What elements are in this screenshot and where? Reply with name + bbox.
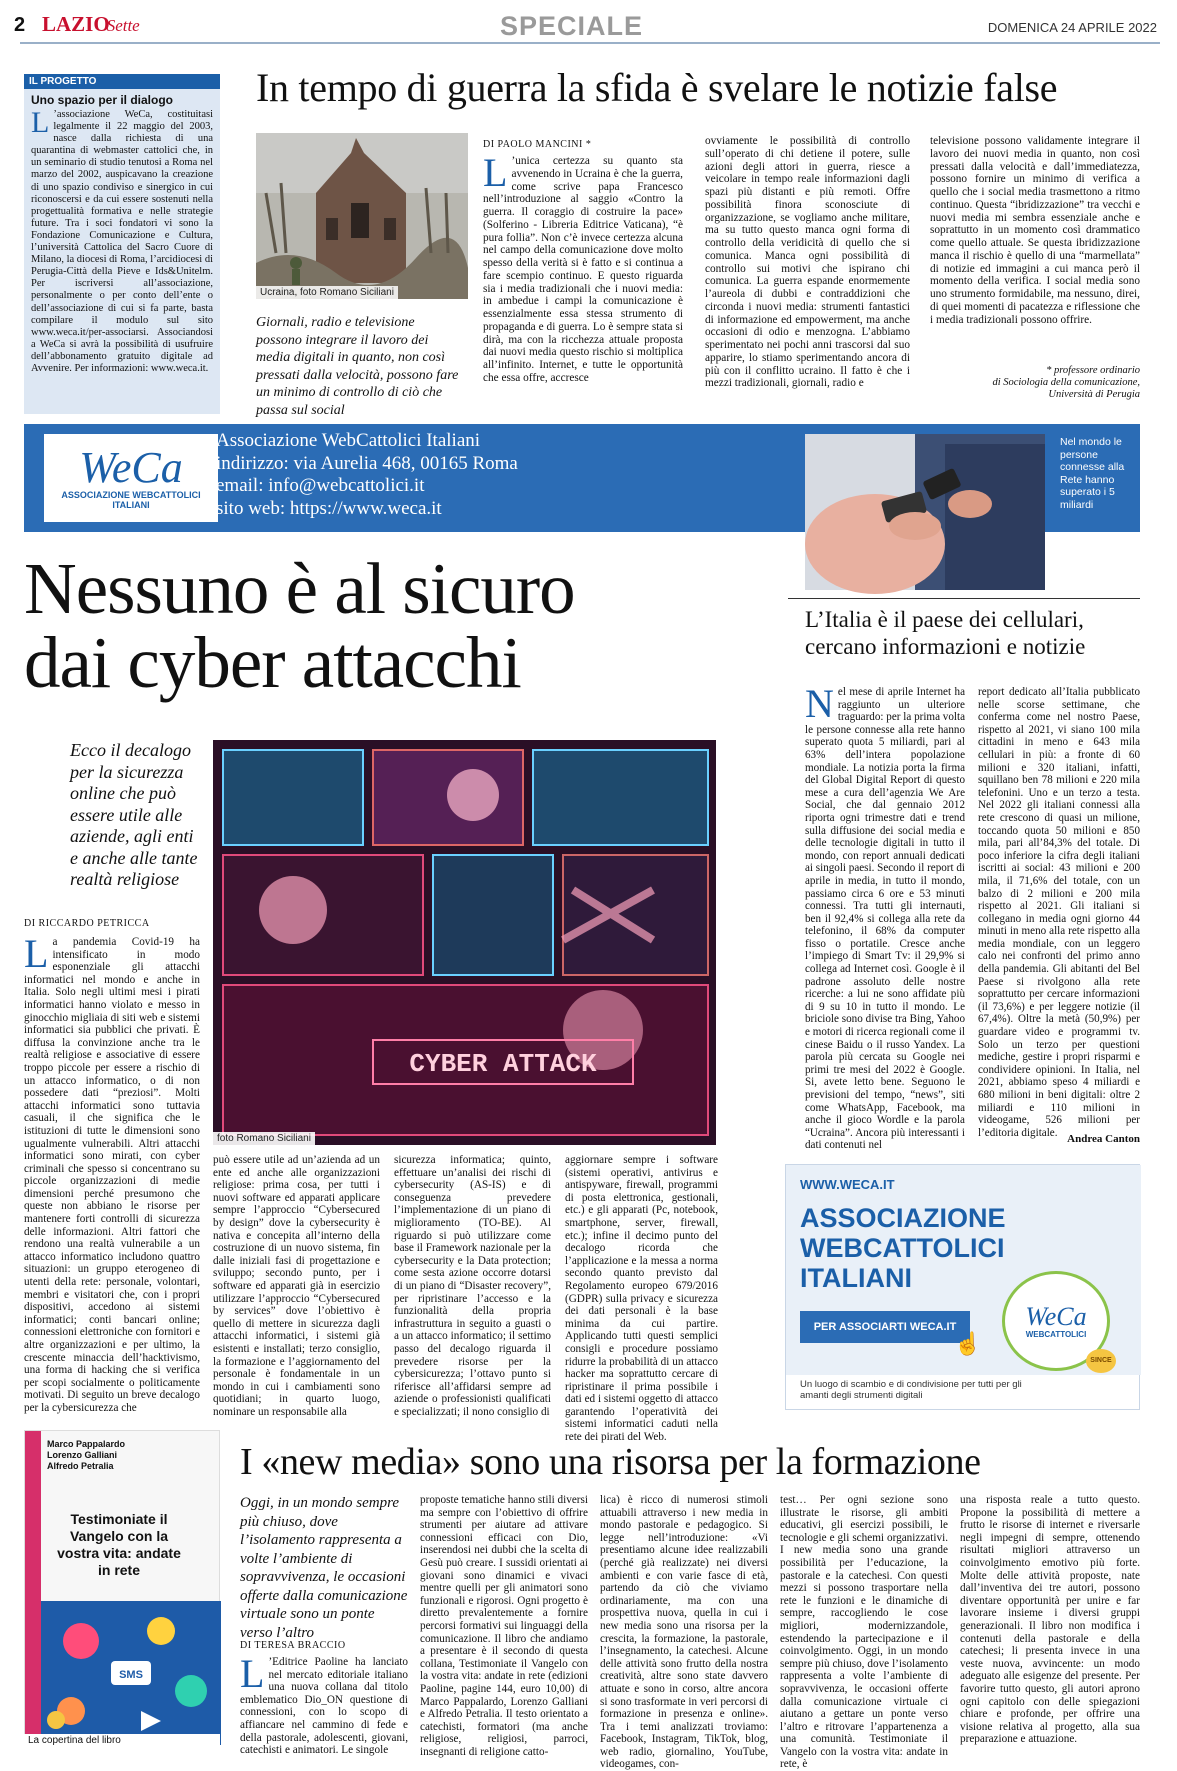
weca-ad-title xyxy=(800,1203,1006,1293)
masthead-logo xyxy=(42,12,140,38)
weca-banner-info xyxy=(216,430,518,520)
smartphone-photo-caption: Nel mondo le persone connesse alla Rete hanno superato i 5 miliardi xyxy=(1060,436,1125,511)
logo-main: LAZIO xyxy=(42,12,110,36)
cyber-col-4: aggiornare sempre i software (sistemi operativi, antivirus e antispyware, firewall, programmi di posta elettronica, gestionali, etc.) e gli apparati (Pc, notebook, smartphone, server, firewall, etc.); infine il decimo punto del decalogo ricorda che l’applicazione e la messa a norma secondo quanto previsto dal Regolamento europeo 679/2016 (GDPR) sulla privacy e sicurezza dei dati personali è la base minima da cui partire. Applicando tutti questi semplici consigli e procedure possiamo ridurre la probabilità di un attacco hacker ma soprattutto cercare di ripristinare il prima possibile i dati ed i sistemi oggetto di attacco garantendo l’operatività dei sistemi informatici caduti nella rete dei pirati del Web. xyxy=(565,1154,718,1444)
sidebar-title: Uno spazio per il dialogo xyxy=(31,93,174,107)
weca-ad-title-3: ITALIANI xyxy=(800,1263,912,1293)
section-title: SPECIALE xyxy=(500,11,644,41)
cyber-attack-text: CYBER ATTACK xyxy=(409,1049,597,1079)
war-summary: Giornali, radio e televisione possono integrare il lavoro dei media digitali in quanto, non così pressati dalla velocità, possono fare un minimo di controllo di ciò che passa sul social xyxy=(256,315,459,418)
weca-ad xyxy=(785,1164,1140,1410)
weca-ad-tagline: Un luogo di scambio e di condivisione per tutti per gli amanti degli strumenti digitali xyxy=(800,1379,1022,1401)
cyber-summary: Ecco il decalogo per la sicurezza online che può essere utile alle aziende, agli enti e anche alle tante realtà religiose xyxy=(70,740,198,889)
newmedia-byline: DI TERESA BRACCIO xyxy=(240,1640,346,1651)
newmedia-col-4: test… Per ogni sezione sono illustrate le risorse, gli ambiti educativi, gli esercizi possibili, le tecnologie e gli schemi organizzativi. I new media sono una grande possibilità per l’educazione, la pastorale e la catechesi. Con questi mezzi si possono trasportare nella rete le funzioni e le dinamiche di sempre, raccogliendo le cose migliori, modernizzandole, estendendo la partecipazione e il coinvolgimento. Oggi, in un mondo sempre più chiuso, dove l’isolamento rappresenta a volte l’ambiente di sopravvivenza, le occasioni offerte dalla comunicazione virtuale ci aiutano a gettare un ponte verso l’altro e ritrovare l’appartenenza a una comunità. Testimoniate il Vangelo con la vostra vita: andate in rete, è xyxy=(780,1494,948,1771)
cyber-col-1 xyxy=(24,931,200,1416)
cyber-attack-photo xyxy=(213,740,716,1145)
weca-logo-text: WeCa xyxy=(79,443,183,492)
weca-logo-sub: ASSOCIAZIONE WEBCATTOLICI ITALIANI xyxy=(61,490,201,510)
logo-sub: Sette xyxy=(106,16,140,35)
newmedia-col-3: lica) è ricco di numerosi stimoli attuabili attraverso i new media in mondo pastorale e pedagogico. Si legge nell’introduzione: «Vi presentiamo alcune idee realizzabili (perché già realizzate) nei diversi ambienti e con varie fasce di età, partendo da ciò che viviamo ordinariamente, ma con una prospettiva nuova, quella in cui i new media sono una risorsa per la crescita, la formazione, la pastorale, l’insegnamento, la catechesi. Alcune delle attività sono frutto della nostra creatività, altre sono state davvero attuate e sono in corso, altre ancora si sono trasformate in veri percorsi di formazione in presenza e online». Tra i temi analizzati troviamo: Facebook, Instagram, TikTok, blog, web radio, giornalino, YouTube, videogames, con- xyxy=(600,1494,768,1771)
cyber-headline xyxy=(24,548,575,703)
war-footnote-2: di Sociologia della comunicazione, xyxy=(992,377,1140,389)
ruined-church-illustration xyxy=(256,133,468,299)
sidebar-dropcap: L xyxy=(31,106,50,139)
issue-date: DOMENICA 24 APRILE 2022 xyxy=(987,20,1157,35)
phones-author: Andrea Canton xyxy=(1067,1133,1140,1145)
cyber-attack-illustration xyxy=(213,740,716,1145)
book-author-2: Lorenzo Galliani xyxy=(47,1450,118,1460)
phones-col-1-text: el mese di aprile Internet ha raggiunto un ulteriore traguardo: per la prima volta le persone connesse alla rete hanno superato quota 5 miliardi, pari al 63% dell’intera popolazione mondiale. La notizia porta la firma del Global Digital Report di questo mese a cura dell’agenzia We Are Social, che dal gennaio 2012 riporta ogni trimestre dati e trend sulla diffusione dei social media e delle tecnologie digitali in tutto il mondo, con report annuali dedicati ai singoli paesi. Secondo il report di aprile in media, in tutto il mondo, passiamo circa 6 ore e 53 minuti connessi. Tra tutti gli internauti, ben il 92,4% si collega alla rete da telefonino, il 68% da computer fisso o portatile. Cresce anche l’impiego di Smart Tv: il 29,9% si collega ad Internet così. Google è il padrone assoluto delle nostre ricerche: a lui ne sono affidate più di 9 su 10 in tutto il mondo. Le briciole sono divise tra Bing, Yahoo e motori di ricerca regionali come il cinese Baidu o il russo Yandex. La parola più cercata su Google nei primi tre mesi del 2022 è Google. Si, avete letto bene. Seguono le previsioni del tempo, “news”, siti come WhatsApp, Facebook, ma anche il gioco Wordle e la parola “Ucraina”. Ancora più interessanti i dati contenuti nel xyxy=(805,686,965,1152)
phones-headline-line-2: cercano informazioni e notizie xyxy=(805,634,1086,659)
cursor-hand-icon: ☝ xyxy=(954,1331,982,1356)
hands-with-phones-illustration xyxy=(805,434,1045,590)
book-author-1: Marco Pappalardo xyxy=(47,1439,126,1449)
weca-banner-line-2: indirizzo: via Aurelia 468, 00165 Roma xyxy=(216,452,518,474)
weca-banner-line-4: sito web: https://www.weca.it xyxy=(216,497,442,519)
smartphone-photo xyxy=(805,434,1045,590)
weca-banner-line-3: email: info@webcattolici.it xyxy=(216,475,425,496)
weca-ad-title-2: WEBCATTOLICI xyxy=(800,1233,1005,1263)
weca-banner-logo xyxy=(44,434,218,522)
war-footnote xyxy=(930,365,1140,402)
newmedia-col-5: una risposta reale a tutto questo. Propone la possibilità di mettere a frutto le risorse di internet e riversarle negli impegni di sempre, ottenendo risultati migliori attraverso un coinvolgimento emotivo più forte. Molte delle attività proposte, nate dall’inventiva dei tre autori, possono diventare opportunità per unire e far lavorare insieme i diversi gruppi generazionali. Il libro non modifica i contenuti della pastorale e della catechesi; li presenta invece in una veste nuova, avvincente: un modo adeguato alle esigenze del presente. Per favorire tutto questo, gli autori aprono ogni capitolo con delle spiegazioni chiare e profonde, per offrire una visione relativa al progetto, alla sua preparazione e attuazione. xyxy=(960,1494,1140,1746)
newmedia-headline: I «new media» sono una risorsa per la formazione xyxy=(240,1441,981,1483)
weca-ad-title-1: ASSOCIAZIONE xyxy=(800,1203,1006,1233)
sms-icon: SMS xyxy=(119,1669,143,1681)
cyber-headline-line-1: Nessuno è al sicuro xyxy=(24,548,575,629)
sidebar-body xyxy=(31,106,213,399)
phones-dropcap: N xyxy=(805,681,834,726)
newmedia-col-1-text: ’Editrice Paoline ha lanciato nel mercato editoriale italiano una nuova collana dal titolo emblematico Dio_ON questione di connessioni, con lo scopo di affiancare nel cammino di fede e della pastorale, adolescenti, giovani, catechisti e animatori. Le singole xyxy=(240,1656,408,1757)
book-cover-art xyxy=(41,1601,221,1745)
newmedia-col-2: proposte tematiche hanno stili diversi ma sempre con l’obiettivo di offrire strumenti per aiutare ad attivare connessioni efficaci con Dio, inserendosi nei dubbi che la scelta di Gesù può creare. I sussidi orientati ai giovani sono dinamici e vivaci mentre quelli per gli animatori sono funzionali e rigorosi. Ogni progetto è diretto prevalentemente a fornire percorsi formativi sui linguaggi della comunicazione. Il libro che andiamo a presentare è il secondo di questa collana, Testimoniate il Vangelo con la vostra vita: andate in rete (edizioni Paoline, pagine 144, euro 10,00) di Marco Pappalardo, Lorenzo Galliani e Alfredo Petralia. Il testo orientato a catechisti, formatori (ma anche religiose, religiosi, parroci, insegnanti di religione catto- xyxy=(420,1494,588,1758)
book-author-3: Alfredo Petralia xyxy=(47,1461,114,1471)
ukraine-photo-caption: Ucraina, foto Romano Siciliani xyxy=(256,286,398,299)
newmedia-col-1 xyxy=(240,1651,408,1757)
weca-ad-badge: SINCE xyxy=(1086,1349,1116,1373)
book-cover-left-band xyxy=(25,1431,41,1745)
war-footnote-1: * professore ordinario xyxy=(1046,365,1140,376)
cyber-headline-line-2: dai cyber attacchi xyxy=(24,622,521,703)
weca-ad-logo-text: WeCa xyxy=(1025,1301,1087,1331)
project-sidebar xyxy=(24,74,220,414)
war-footnote-3: Università di Perugia xyxy=(1048,389,1140,401)
war-col-1 xyxy=(483,150,683,403)
phones-col-2: report dedicato all’Italia pubblicato nelle scorse settimane, che conferma come nel nostro Paese, rispetto al 2021, vi siano 100 mila cittadini in meno e 643 mila cellulari in più: a fronte di 60 milioni e 320 italiani, infatti, squillano ben 78 milioni e 220 mila telefonini. Uno e un terzo a testa. Nel 2022 gli italiani connessi alla rete crescono di quasi un milione, toccando quota 50 milioni e 850 mila, pari all’84,3% del totale. Di poco inferiore la cifra degli italiani iscritti ai social: 43 milioni e 200 mila, il 71,6% del totale, con un balzo di 2 milioni e 200 mila rispetto al 2021. Gli italiani si collegano in media ogni giorno 44 minuti in meno alla rete rispetto alla media mondiale, con un leggero calo nei confronti del primo anno della pandemia. Gli abitanti del Bel Paese si rivolgono alla rete soprattutto per cercare informazioni (il 73,6%) e per leggere notizie (il 67,4%). Oltre la metà (50,9%) per guardare video e programmi tv. Solo un terzo per questioni mediche, gestire i propri risparmi e condividere opinioni. In Italia, nel 2021, abbiamo speso 4 miliardi e 680 milioni in beni digitali: oltre 2 miliardi e 110 milioni in videogame, 526 milioni per l’editoria digitale. xyxy=(978,686,1140,1139)
book-caption: La copertina del libro xyxy=(24,1734,220,1747)
header-rule xyxy=(20,42,1160,44)
weca-ad-logo-sub: WEBCATTOLICI xyxy=(1025,1329,1087,1339)
newmedia-summary: Oggi, in un mondo sempre più chiuso, dove l’isolamento rappresenta a volte l’ambiente di sopravvivenza, le occasioni offerte dalla comunicazione virtuale sono un ponte verso l’altro xyxy=(240,1495,408,1641)
cyber-photo-caption: foto Romano Siciliani xyxy=(213,1132,315,1145)
cyber-col-1-text: a pandemia Covid-19 ha intensificato in modo esponenziale gli attacchi informatici nel mondo e anche in Italia. Solo negli ultimi mesi i pirati informatici hanno violato e messo in ginocchio migliaia di siti web e sistemi informatici sia pubblici che privati. È diffusa la convinzione anche tra le realtà religiose e associative di essere troppo piccole per essere a rischio di un attacco informatico, o di non possedere dati “preziosi”. Molti attacchi informatici sono tuttavia casuali, il che significa che le istituzioni di tutte le dimensioni sono ugualmente vulnerabili. Altri attacchi informatici sono mirati, con cyber criminali che spesso si concentrano su piccole organizzazioni di medie dimensioni perché presumono che queste non abbiano le risorse per mantenere forti controlli di sicurezza delle informazioni. Altri fattori che rendono una realtà vulnerabile a un attacco informatico includono quattro situazioni: un gruppo eterogeneo di utenti della rete: personale, volontari, membri e visitatori che, con i propri dispositivi, accedono ai sistemi informatici; conti bancari online; connessioni elettroniche con fornitori e altre organizzazioni e per ultimo, la crescente minaccia dell’hacktivismo, una forma di hacking che si verifica per scopi socialmente o politicamente motivati. Di seguito un breve decalogo per la cybersicurezza che xyxy=(24,936,200,1414)
phones-col-1 xyxy=(805,681,965,1152)
sidebar-kicker: IL PROGETTO xyxy=(24,74,220,89)
war-byline: DI PAOLO MANCINI * xyxy=(483,139,592,150)
war-col-2: ovviamente le possibilità di controllo sull’operato di chi detiene il potere, sulle azioni degli attori in guerra, riesce a veicolare in tempo reale informazioni dagli spazi più distanti e più remoti. Offre possibilità finora sconosciute di organizzazione, se vogliamo anche militare, ma su tutto questo manca ogni forma di controllo della veridicità di quello che si comunica. Manca ogni possibilità di controllo sui motivi che ispirano chi comunica. La guerra espande enormemente l’aureola di dubbi e contraddizioni che circonda i nuovi media: strumenti fantastici di informazione ed empowerment, ma anche occasioni di odio e menzogna. L’abbiamo sperimentato nei pochi anni trascorsi dal suo apparire, lo stiamo sperimentando ancora di più con il conflitto ucraino. Il fatto è che i mezzi tradizionali, giornali, radio e xyxy=(705,135,910,390)
cyber-col-3: sicurezza informatica; quinto, effettuare un’analisi dei rischi di cybersecurity (AS-IS) e di conseguenza prevedere l’implementazione di un piano di miglioramento (TO-BE). Al riguardo si può utilizzare come base il Framework nazionale per la cybersecurity e la Data protection; come sesta azione occorre dotarsi di un piano di “Disaster recovery”, per ripristinare l’accesso e la funzionalità della propria infrastruttura in seguito a guasti o a un attacco informatico; il settimo passo del decalogo riguarda il prevedere risorse per la cybersicurezza; l’ottavo punto si riferisce all’affidarsi sempre ad aziende o professionisti qualificati e specializzati; il nono consiglio di xyxy=(394,1154,551,1418)
newmedia-dropcap: L xyxy=(240,1651,265,1696)
weca-ad-url: WWW.WECA.IT xyxy=(800,1177,895,1192)
war-dropcap: L xyxy=(483,150,508,195)
book-authors xyxy=(47,1439,125,1472)
cyber-dropcap: L xyxy=(24,931,49,976)
weca-ad-cta-button[interactable]: PER ASSOCIARTI WECA.IT xyxy=(800,1311,970,1343)
book-cover xyxy=(24,1430,220,1744)
war-headline: In tempo di guerra la sfida è svelare le notizie false xyxy=(256,65,1058,110)
war-col-1-text: ’unica certezza su quanto sta avvenendo in Ucraina è che la guerra, come scrive papa Francesco nell’introduzione al saggio «Contro la guerra. Il coraggio di costruire la pace» (Solferino - Libreria Editrice Vaticana), “è pura follia”. Non c’è invece certezza alcuna nel campo della comunicazione dove molto spesso della verità si è fatto e si continua a fare scempio continuo. E questo riguarda sia i media tradizionali che i nuovi media: in ambedue i campi la comunicazione è essenzialmente essa stessa strumento di propaganda e di guerra. Lo è sempre stata si dirà, ma con la ricchezza attuale proposta dai nuovi media questo rischio si moltiplica all’infinito. Internet, e tutte le opportunità che essa offre, accresce xyxy=(483,155,683,384)
weca-banner-line-1: Associazione WebCattolici Italiani xyxy=(216,430,481,451)
phones-headline-line-1: L’Italia è il paese dei cellulari, xyxy=(805,607,1084,632)
phones-headline xyxy=(805,606,1085,660)
sidebar-text: ’associazione WeCa, costituitasi legalmente il 22 maggio del 2003, nasce dalla richiesta di una quarantina di webmaster cattolici che, in un seminario di studio tenutosi a Roma nel marzo del 2002, auspicavano la creazione di uno spazio condiviso e sinergico in cui riconoscersi e da cui essere sostenuti nella progettualità formativa e nelle strategie future. Tra i soci fondatori vi sono la Fondazione Comunicazione e Cultura, l’università Cattolica del Sacro Cuore di Milano, la diocesi di Roma, l’arcidiocesi di Perugia-Città della Pieve e Ids&Unitelm. Per iscriversi all’associazione, personalmente o per conto dell’ente o dell’associazione di cui si fa parte, basta compilare il modulo sul sito www.weca.it/per-associarsi. Associandosi a WeCa si avrà la possibilità di usufruire dell’abbonamento gratuito digitale ad Avvenire. Per informazioni: www.weca.it. xyxy=(31,109,213,374)
war-col-3: televisione possono validamente integrare il lavoro dei nuovi media in quanto, non così pressati dalla velocità e dall’immediatezza, possono fornire un minimo di verifica a quello che i social media trasmettono a ritmo continuo. Questa “ibridizzazione” tra vecchi e nuovi media mi sembra essenziale anche e soprattutto in un momento così drammatico come quello attuale. Se questa ibridizzazione manca il rischio è quello di una “marmellata” di notizie ed immagini a cui manca però il momento della verifica. I social media sono uno strumento formidabile, ma nessuno, direi, di quei momenti di pacatezza e riflessione che i media tradizionali possono offrire. xyxy=(930,135,1140,326)
book-title: Testimoniate il Vangelo con la vostra vita: andate in rete xyxy=(57,1511,181,1578)
page-number: 2 xyxy=(14,14,26,36)
phones-top-rule xyxy=(788,598,1140,599)
social-icons-illustration xyxy=(41,1601,221,1745)
book-logo xyxy=(47,1711,65,1729)
ukraine-photo xyxy=(256,133,468,299)
cyber-col-2: può essere utile ad un’azienda ad un ente ed anche alle organizzazioni religiose: prima cosa, per tutti i nuovi software ed apparati applicare sempre l’approccio “Cybersecured by design” dove la cybersecurity è nativa e concepita all’interno della costruzione di un nuovo sistema, fin dalle iniziali fasi di progettazione e sviluppo; secondo punto, per i software ed apparati già in esercizio utilizzare l’approccio “Cybersecured by services” dove l’obiettivo è quello di mettere in sicurezza dagli attacchi informatici, i sistemi già esistenti e installati; terzo consiglio, la formazione e l’aggiornamento del personale è fondamentale in un mondo in cui i cambiamenti sono quotidiani; in quarto luogo, nominare un responsabile alla xyxy=(213,1154,380,1418)
cyber-byline: DI RICCARDO PETRICCA xyxy=(24,918,150,929)
